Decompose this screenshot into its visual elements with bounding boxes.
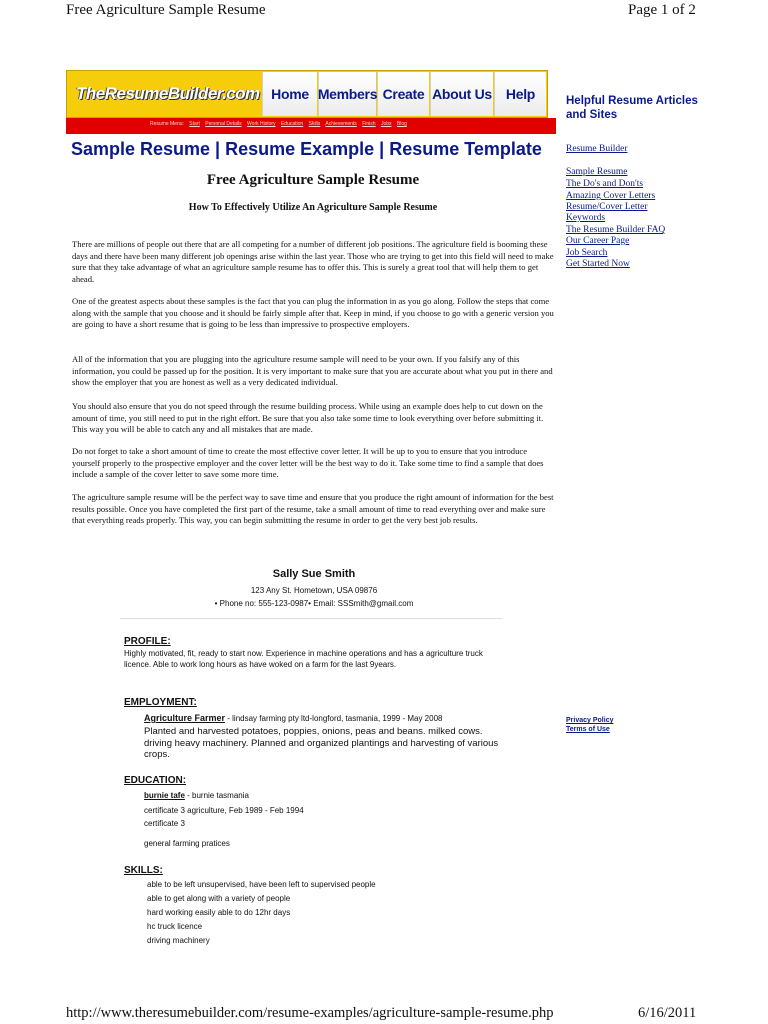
nav-about-us[interactable]: About Us [430,72,493,116]
sidebar-link-resume-cover-letter[interactable]: Resume/Cover Letter [566,202,648,212]
sub-nav-blog[interactable]: Blog [396,121,407,127]
sidebar-link-dos-donts[interactable]: The Do's and Don'ts [566,179,644,189]
school-entry [144,791,249,802]
education-heading: EDUCATION: [124,775,187,786]
paragraph: Do not forget to take a short amount of time to create the most effective cover letter. It will be up to you to ensure that you introduce yourself properly to the prospective employer and the cover letter will be the best way to do it. Take some time to find a sample that does include a sample of the cover letter to save some more time. [72,446,544,479]
page-title: Sample Resume | Resume Example | Resume Template [71,139,542,159]
article-title: Free Agriculture Sample Resume [206,172,420,188]
sidebar-link-sample-resume[interactable]: Sample Resume [566,167,628,177]
sub-nav-start[interactable]: Start [189,121,200,127]
sub-nav-personal-details[interactable]: Personal Details [205,121,242,127]
paragraph: You should also ensure that you do not speed through the resume building process. While using an example does help to cut down on the amount of time, you still need to put in the right effort. Be sure that you also take some time to look everything over before submitting it. This way you will be able to catch any and all mistakes that are made. [72,401,544,434]
sub-nav-label: Resume Menu: [150,121,184,127]
paragraph: All of the information that you are plugging into the agriculture resume sample will need to be your own. If you falsify any of this information, you could be passed up for the position. It is very important to make sure that you are accurate about what you put in there and show the employer that you are honest as well as a very dedicated individual. [72,354,553,387]
edu-line: certificate 3 agriculture, Feb 1989 - Feb 1994 [144,806,304,815]
job-description: Planted and harvested potatoes, poppies, onions, peas and beans. milked cows. driving heavy machinery. Planned and organized plantings and harvesting of various crops. [144,726,499,760]
sidebar-link-job-search[interactable]: Job Search [566,248,608,258]
nav-help[interactable]: Help [494,72,546,116]
article-subtitle: How To Effectively Utilize An Agriculture Sample Resume [188,202,438,213]
print-header-title: Free Agriculture Sample Resume [66,2,266,18]
skill-item: hc truck licence [147,922,203,931]
skill-item: hard working easily able to do 12hr days [147,908,291,917]
paragraph: There are millions of people out there that are all competing for a number of different job positions. The agriculture field is booming these days and there have been many different job openings arise within the last year. Those who are trying to get into this field will need to make sure that they take advantage of what an agriculture sample resume has to offer this. This is surely a great tool that will help them to get ahead. [72,239,554,284]
nav-create[interactable]: Create [377,72,429,116]
sub-nav-achievements[interactable]: Achievements [325,121,357,127]
sub-nav-work-history[interactable]: Work History [247,121,276,127]
profile-text: Highly motivated, fit, ready to start now. Experience in machine operations and has a agriculture truck licence. Able to work long hours as have woked on a farm for the last 9years. [124,649,483,669]
print-footer-date: 6/16/2011 [638,1005,697,1021]
sidebar-link-get-started[interactable]: Get Started Now [566,259,630,269]
sidebar-link-resume-builder[interactable]: Resume Builder [566,144,628,154]
school-name: burnie tafe [144,791,185,800]
skills-heading: SKILLS: [124,865,163,876]
sub-nav-links [150,121,411,127]
sidebar-title: Helpful Resume Articles and Sites [566,95,698,121]
skill-item: driving machinery [147,936,210,945]
sidebar-link-keywords[interactable]: Keywords [566,213,606,223]
sub-nav-skills[interactable]: Skills [308,121,321,127]
resume-name: Sally Sue Smith [272,568,356,580]
sidebar-link-faq[interactable]: The Resume Builder FAQ [566,225,666,235]
nav-members[interactable]: Members [318,72,376,116]
skill-item: able to get along with a variety of people [147,894,291,903]
edu-line: certificate 3 [144,819,185,828]
sidebar-link-cover-letters[interactable]: Amazing Cover Letters [566,191,656,201]
job-title: Agriculture Farmer [144,713,226,723]
job-entry [144,713,442,725]
edu-line: general farming pratices [144,839,230,848]
sub-nav-education[interactable]: Education [280,121,304,127]
skill-item: able to be left unsupervised, have been left to supervised people [147,880,376,889]
paragraph: The agriculture sample resume will be the perfect way to save time and ensure that you produce the right amount of information for the best results possible. Once you have completed the first part of the resume, take a small amount of time to read everything over and make sure that everything reads properly. This way, you can begin submitting the resume in order to get the very best job results. [72,492,554,525]
terms-of-use-link[interactable]: Terms of Use [566,726,610,733]
school-detail: - burnie tasmania [184,791,249,800]
resume-address: 123 Any St. Hometown, USA 09876 [250,586,378,595]
sidebar-link-career-page[interactable]: Our Career Page [566,236,630,246]
paragraph: One of the greatest aspects about these samples is the fact that you can plug the information in as you go along. Follow the steps that come along with the sample that you choose and it should be fairly simple after that. Keep in mind, if you choose to go with a generic version you are going to have a short resume that is going to be less than impressive to prospective employers. [72,296,554,329]
logo-text: TheResumeBuilder.com [76,84,260,103]
job-detail: - lindsay farming pty ltd-longford, tasmania, 1999 - May 2008 [225,714,443,723]
sub-nav-jobs[interactable]: Jobs [380,121,392,127]
divider [120,618,502,619]
resume-contact: • Phone no: 555-123-0987• Email: SSSmith@gmail.com [214,599,414,608]
employment-heading: EMPLOYMENT: [124,697,197,708]
sub-nav-finish[interactable]: Finish [362,121,376,127]
profile-heading: PROFILE: [124,636,171,647]
privacy-policy-link[interactable]: Privacy Policy [566,717,614,724]
site-logo[interactable] [70,76,258,112]
print-header-page: Page 1 of 2 [628,2,696,18]
print-footer-url: http://www.theresumebuilder.com/resume-examples/agriculture-sample-resume.php [66,1005,554,1021]
nav-home[interactable]: Home [262,72,317,116]
